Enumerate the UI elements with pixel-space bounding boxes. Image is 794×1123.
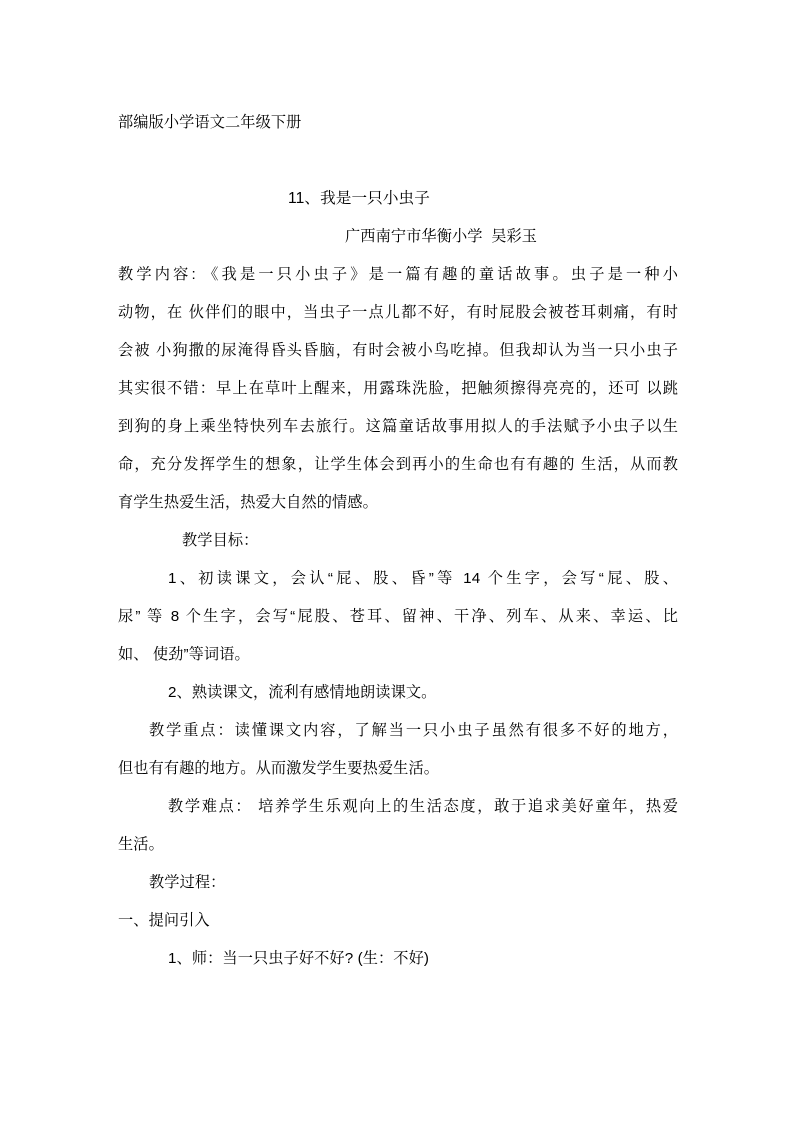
- teaching-difficulties-line-2: 生活。: [118, 836, 164, 853]
- teaching-content-line-5: 到狗的身上乘坐特快列车去旅行。这篇童话故事用拟人的手法赋予小虫子以生: [118, 418, 678, 435]
- document-body: [118, 104, 678, 978]
- teaching-content-line-4: 其实很不错：早上在草叶上醒来，用露珠洗脸，把触须擦得亮亮的，还可 以跳: [118, 380, 678, 397]
- teaching-content-line-3: 会被 小狗撒的尿淹得昏头昏脑，有时会被小鸟吃掉。但我却认为当一只小虫子: [118, 342, 678, 359]
- lesson-title: 11、我是一只小虫子: [288, 190, 430, 207]
- teaching-content-line-1: 教学内容: 《我是一只小虫子》是一篇有趣的童话故事。虫子是一种小: [118, 266, 678, 283]
- objective-1-line-2: 尿” 等 8 个生字，会写“屁股、苍耳、留神、干净、列车、从来、幸运、比: [118, 608, 678, 625]
- author-byline: 广西南宁市华衡小学 吴彩玉: [345, 228, 538, 245]
- objective-1-line-1: 1、初读课文，会认“屁、股、昏”等 14 个生字，会写“屁、股、: [168, 570, 678, 587]
- spacer-line: [118, 142, 678, 180]
- teaching-content-line-2: 动物，在 伙伴们的眼中，当虫子一点儿都不好，有时屁股会被苍耳刺痛，有时: [118, 304, 678, 321]
- process-step-one-item-1: 1、师：当一只虫子好不好? (生：不好): [168, 950, 430, 967]
- teaching-objectives-label: 教学目标：: [182, 532, 259, 549]
- teaching-difficulties-line-1: 教学难点： 培养学生乐观向上的生活态度，敢于追求美好童年，热爱: [168, 798, 678, 815]
- process-step-one-heading: 一、提问引入: [118, 912, 210, 929]
- teaching-key-points-line-2: 但也有有趣的地方。从而激发学生要热爱生活。: [118, 760, 440, 777]
- textbook-edition-line: 部编版小学语文二年级下册: [118, 114, 302, 131]
- teaching-key-points-line-1: 教学重点：读懂课文内容，了解当一只小虫子虽然有很多不好的地方，: [149, 722, 678, 739]
- objective-2: 2、熟读课文，流利有感情地朗读课文。: [168, 684, 437, 701]
- teaching-content-line-7: 育学生热爱生活，热爱大自然的情感。: [118, 494, 378, 511]
- objective-1-line-3: 如、 使劲”等词语。: [118, 646, 250, 663]
- teaching-content-line-6: 命，充分发挥学生的想象，让学生体会到再小的生命也有有趣的 生活，从而教: [118, 456, 678, 473]
- teaching-process-label: 教学过程：: [149, 874, 226, 891]
